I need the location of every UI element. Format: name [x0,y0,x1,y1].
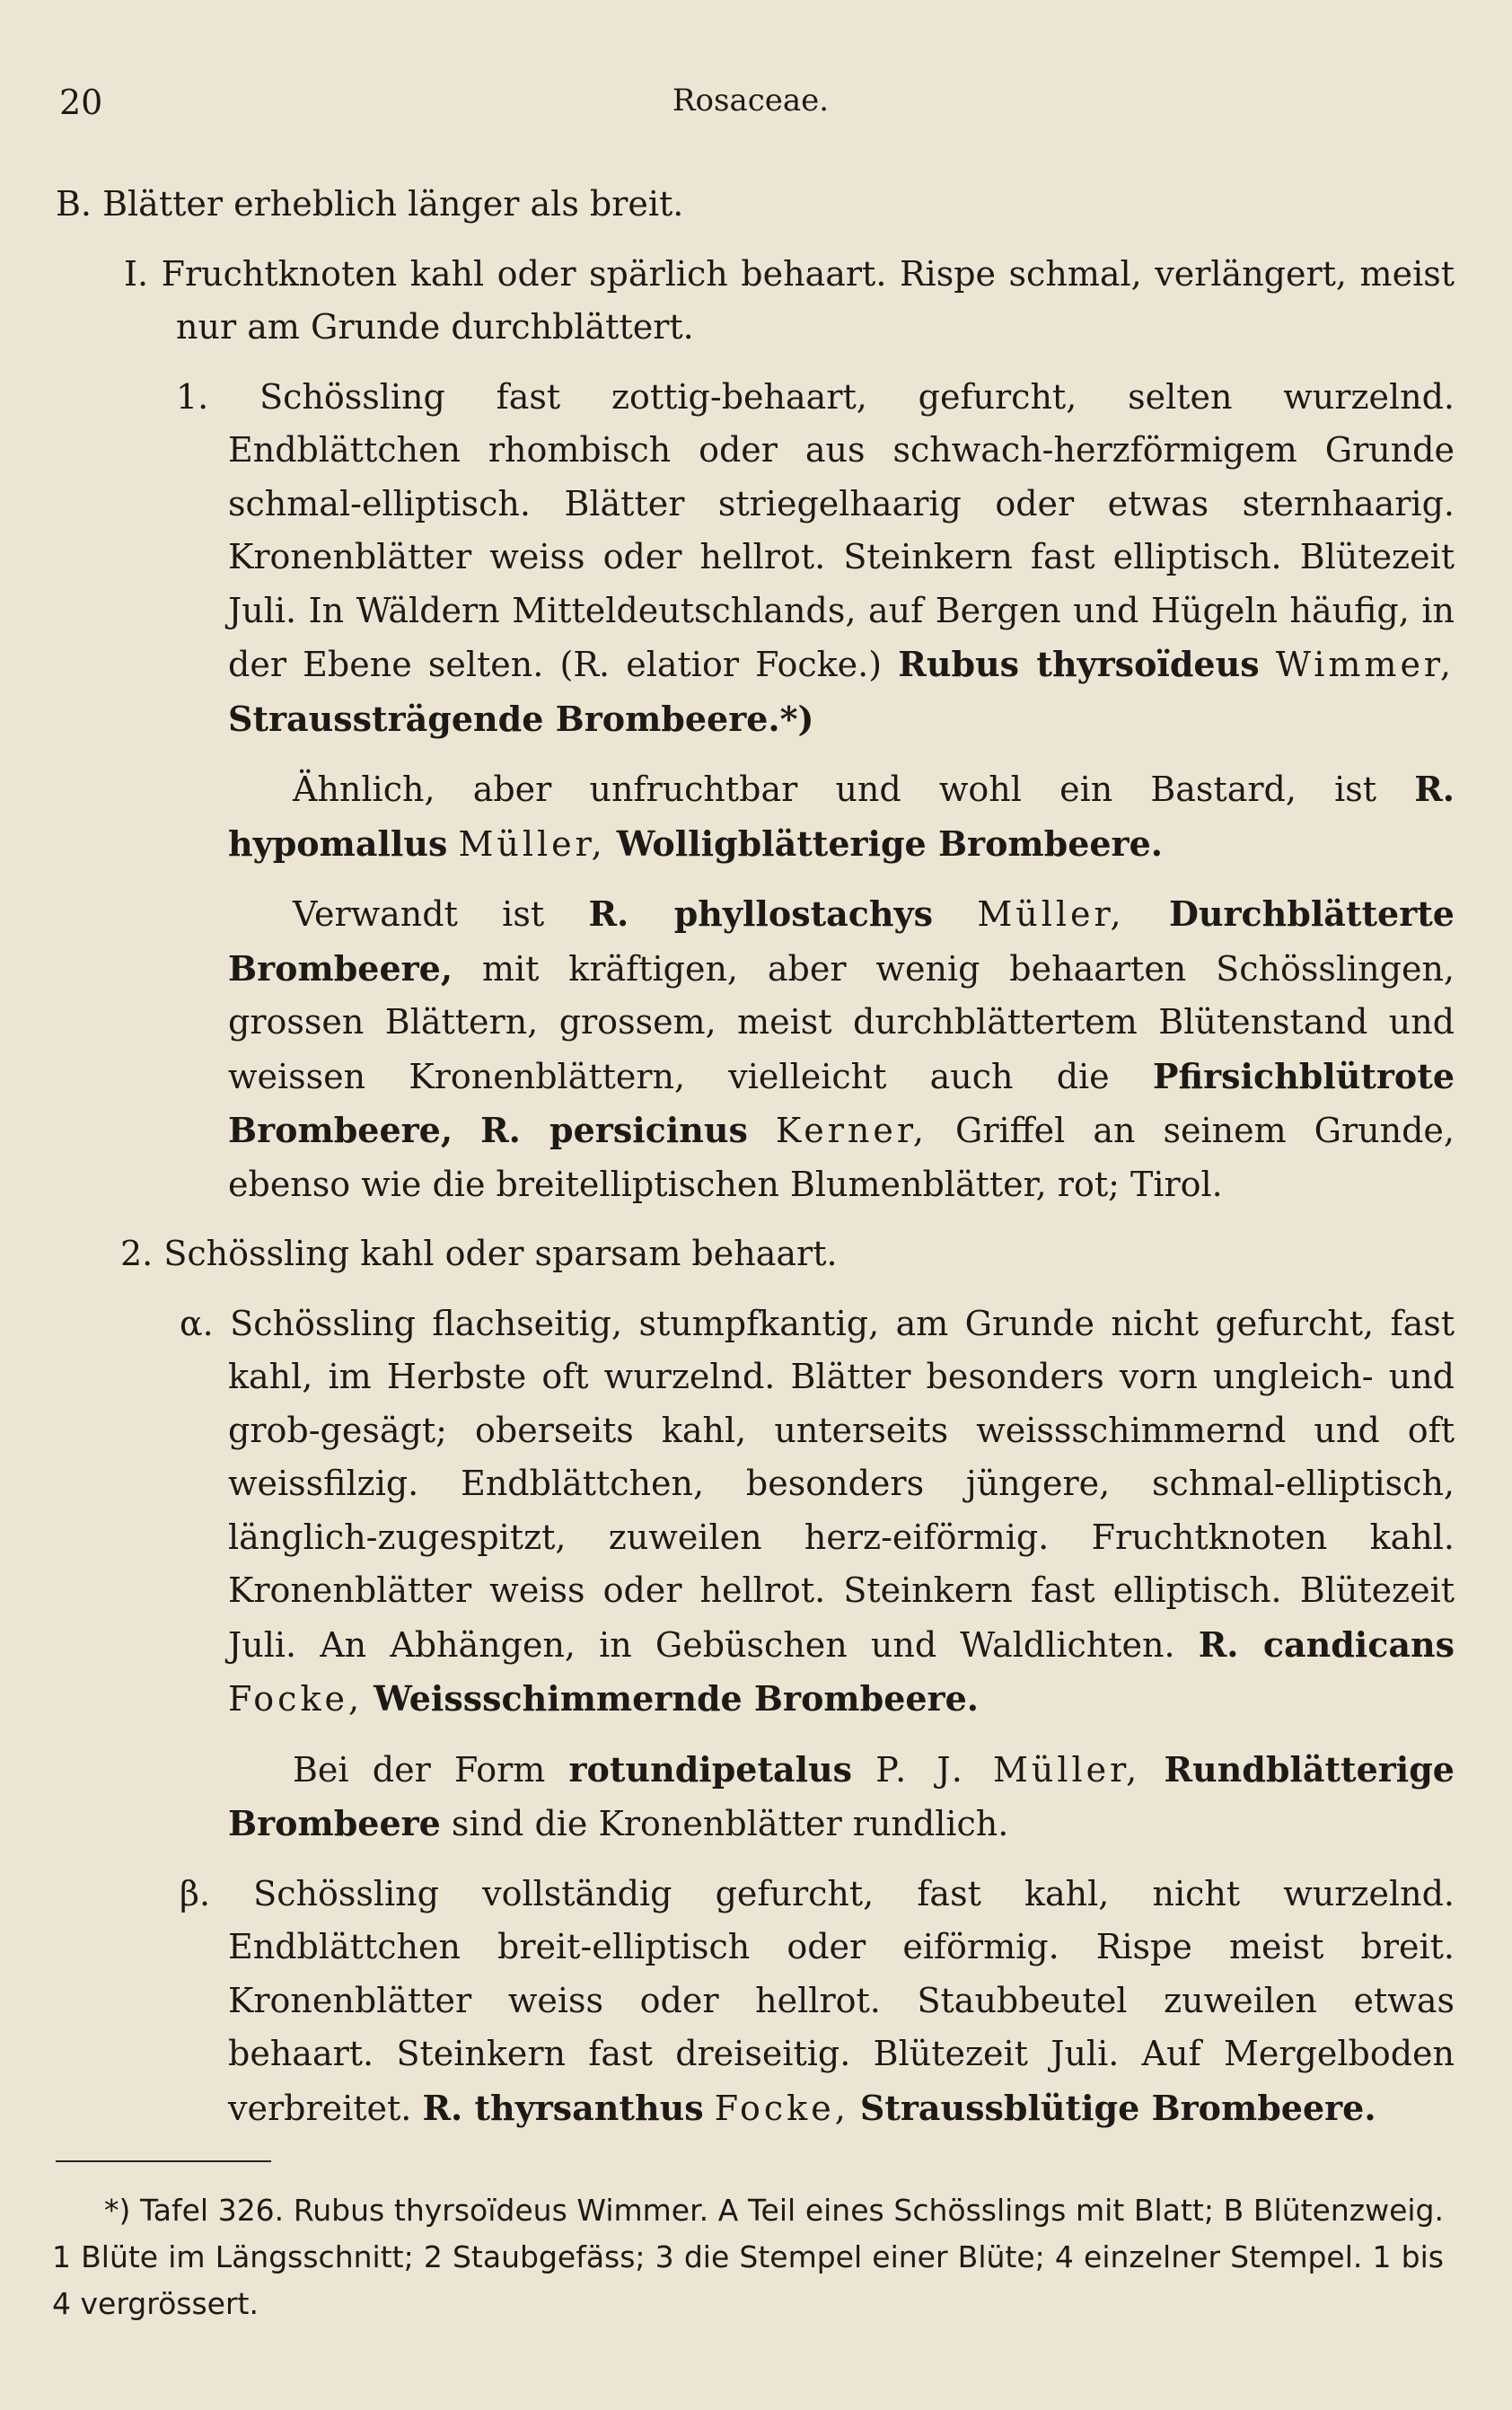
note-text: Bei der Form [293,1749,546,1790]
note-text: Verwandt ist [293,894,545,934]
species-author: Müller, [458,823,606,864]
note-hypomallus [56,762,1455,871]
species-author: Wimmer, [1275,645,1455,684]
species-author: Focke, [714,2088,849,2128]
footnote [52,2187,1444,2327]
note-rotundipetalus [56,1743,1455,1851]
key-item-2: 2. Schössling kahl oder sparsam behaart. [120,1234,838,1273]
page-number: 20 [59,83,103,122]
note-text: mit kräftigen, aber wenig behaarten Schösslingen, grossen Blättern, grossem, meist durchblättertem Blütenstand und weissen Kronenblättern, vielleicht auch die [228,948,1455,1096]
species-name: R. persicinus [480,1110,748,1150]
common-name: Durchblätterte Brombeere, [228,893,1455,989]
species-author: Kerner, [775,1111,927,1150]
species-name: R. phyllostachys [588,893,934,934]
key-item-1 [56,371,1455,747]
note-text: sind die Kronenblätter rundlich. [451,1804,1009,1843]
key-item-1-text: 1. Schössling fast zottig-behaart, gefurcht, selten wurzelnd. Endblättchen rhombisch oder aus schwach-herzförmigem Grunde schmal-elliptisch. Blätter striegelhaarig oder etwas sternhaarig. Kronenblätter weiss oder hellrot. Steinkern fast elliptisch. Blütezeit Juli. In Wäldern Mitteldeutschlands, auf Bergen und Hügeln häufig, in der Ebene selten. (R. elatior Focke.) [176,376,1455,684]
common-name: Weissschimmernde Brombeere. [374,1678,979,1719]
common-name: Straussträgende Brombeere.*) [228,698,814,739]
species-name: R. hypomallus [228,769,1455,864]
key-item-i: I. Fruchtknoten kahl oder spärlich behaart. Rispe schmal, verlängert, meist nur am Grunde durchblättert. [124,253,1455,347]
species-name: rotundipetalus [568,1748,853,1790]
key-item-alpha-text: α. Schössling flachseitig, stumpfkantig, am Grunde nicht gefurcht, fast kahl, im Herbste oft wurzelnd. Blätter besonders vorn ungleich- und grob-gesägt; oberseits kahl, unterseits weissschimmernd und oft weissfilzig. Endblättchen, besonders jüngere, schmal-elliptisch, länglich-zugespitzt, zuweilen herz-eiförmig. Fruchtknoten kahl. Kronenblätter weiss oder hellrot. Steinkern fast elliptisch. Blütezeit Juli. An Abhängen, in Gebüschen und Waldlichten. [180,1303,1455,1665]
species-author: Müller, [977,894,1125,934]
species-name: R. thyrsanthus [422,2087,704,2128]
key-item-beta-text: β. Schössling vollständig gefurcht, fast kahl, nicht wurzelnd. Endblättchen breit-elliptisch oder eiförmig. Rispe meist breit. Kronenblätter weiss oder hellrot. Staubbeutel zuweilen etwas behaart. Steinkern fast dreiseitig. Blütezeit Juli. Auf Mergelboden verbreitet. [180,1873,1455,2128]
note-text: Ähnlich, aber unfruchtbar und wohl ein Bastard, ist [293,770,1377,809]
common-name: Pfirsichblütrote Brombeere, [228,1055,1455,1150]
common-name: Wolligblätterige Brombeere. [616,822,1163,864]
species-author: Focke, [228,1679,364,1719]
page-body [56,178,1455,2135]
running-title: Rosaceae. [672,83,830,119]
species-name: Rubus thyrsoïdeus [898,644,1260,684]
key-item-alpha [56,1297,1455,1727]
note-phyllostachys [56,887,1455,1211]
species-name: R. candicans [1198,1623,1455,1665]
key-item-beta [56,1868,1455,2136]
species-author: P. J. Müller, [875,1749,1141,1790]
common-name: Straussblütige Brombeere. [859,2087,1376,2128]
common-name: Rundblätterige Brombeere [228,1748,1455,1843]
note-text: Griffel an seinem Grunde, ebenso wie die breitelliptischen Blumenblätter, rot; Tirol. [228,1111,1455,1204]
footnote-text: *) Tafel 326. Rubus thyrsoïdeus Wimmer. A Teil eines Schösslings mit Blatt; B Blütenzweig. 1 Blüte im Längsschnitt; 2 Staubgefäss; 3 die Stempel einer Blüte; 4 einzelner Stempel. 1 bis 4 vergrössert. [52,2193,1444,2321]
footnote-rule [56,2160,271,2162]
page-header [59,83,1442,128]
key-section-b: B. Blätter erheblich länger als breit. [56,184,684,224]
